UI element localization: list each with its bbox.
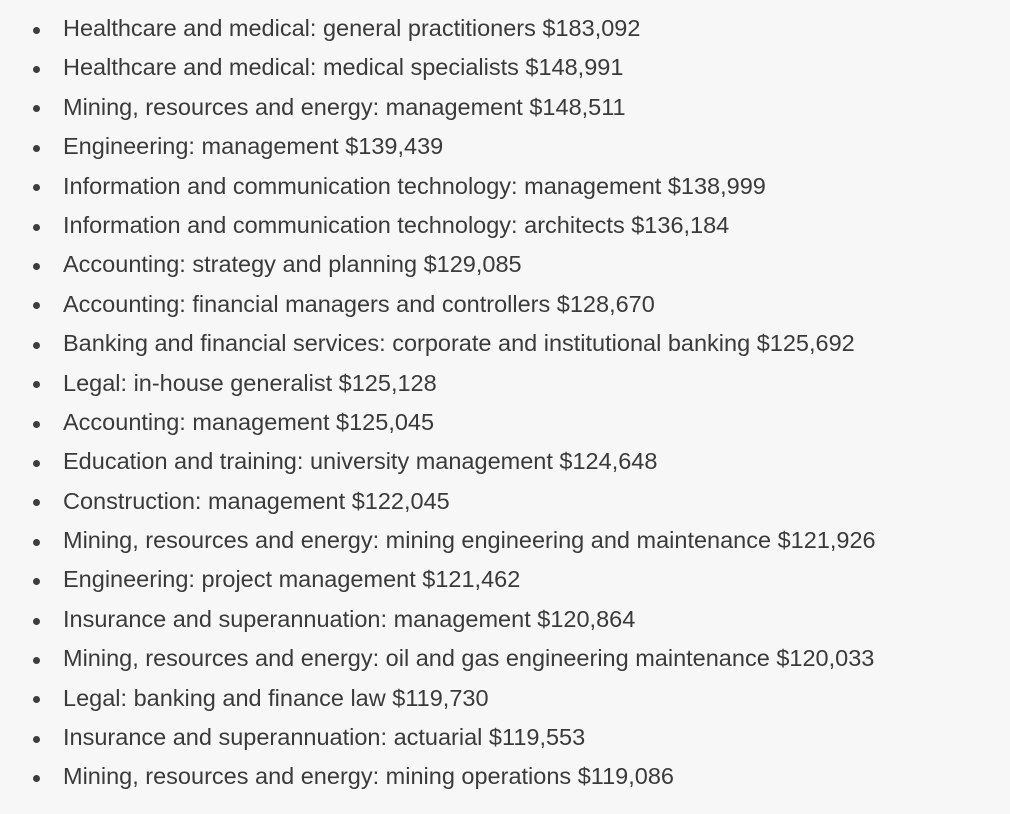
item-role: corporate and institutional banking	[392, 330, 751, 357]
list-item	[0, 364, 1010, 403]
item-role: management	[201, 133, 339, 160]
bullet-icon	[33, 381, 40, 388]
item-role: management	[393, 605, 531, 632]
list-item	[0, 442, 1010, 481]
list-item	[0, 757, 1010, 796]
item-salary: $138,999	[667, 172, 766, 199]
item-salary: $121,462	[422, 566, 521, 593]
item-role: project management	[201, 566, 416, 593]
item-category: Legal:	[63, 369, 128, 396]
item-category: Accounting:	[63, 290, 186, 317]
item-role: management	[192, 408, 330, 435]
bullet-icon	[33, 105, 40, 112]
item-salary: $119,553	[488, 724, 586, 751]
item-role: mining operations	[385, 763, 572, 790]
bullet-icon	[33, 775, 40, 782]
bullet-icon	[33, 263, 40, 270]
item-role: management	[524, 172, 662, 199]
item-category: Legal:	[63, 684, 128, 711]
item-salary: $136,184	[631, 211, 730, 238]
item-salary: $125,128	[338, 369, 437, 396]
list-item	[0, 718, 1010, 757]
list-item	[0, 206, 1010, 245]
item-role: in-house generalist	[133, 369, 333, 396]
bullet-icon	[33, 460, 40, 467]
item-salary: $128,670	[556, 290, 655, 317]
item-role: medical specialists	[322, 54, 519, 81]
list-item	[0, 403, 1010, 442]
item-salary: $125,692	[756, 330, 855, 357]
list-item	[0, 639, 1010, 678]
list-item	[0, 285, 1010, 324]
item-category: Mining, resources and energy:	[63, 93, 380, 120]
item-role: university management	[309, 448, 553, 475]
item-role: financial managers and controllers	[192, 290, 551, 317]
item-category: Insurance and superannuation:	[63, 605, 388, 632]
item-category: Mining, resources and energy:	[63, 645, 380, 672]
list-item	[0, 167, 1010, 206]
item-category: Education and training:	[63, 448, 304, 475]
item-category: Information and communication technology:	[63, 211, 518, 238]
item-role: actuarial	[393, 724, 483, 751]
item-category: Construction:	[63, 487, 202, 514]
item-salary: $122,045	[351, 487, 450, 514]
bullet-icon	[33, 27, 40, 34]
list-item	[0, 521, 1010, 560]
bullet-icon	[33, 539, 40, 546]
item-role: general practitioners	[322, 15, 536, 41]
item-role: banking and finance law	[133, 684, 386, 711]
list-item	[0, 679, 1010, 718]
bullet-icon	[33, 696, 40, 703]
bullet-icon	[33, 66, 40, 73]
item-salary: $129,085	[423, 251, 522, 278]
item-category: Banking and financial services:	[63, 330, 386, 357]
item-category: Accounting:	[63, 408, 186, 435]
item-category: Information and communication technology:	[63, 172, 518, 199]
bullet-icon	[33, 499, 40, 506]
bullet-icon	[33, 657, 40, 664]
bullet-icon	[33, 184, 40, 191]
item-category: Insurance and superannuation:	[63, 724, 388, 751]
list-item	[0, 9, 1010, 48]
item-category: Engineering:	[63, 133, 195, 160]
bullet-icon	[33, 421, 40, 428]
bullet-icon	[33, 578, 40, 585]
bullet-icon	[33, 224, 40, 231]
list-item	[0, 88, 1010, 127]
item-category: Mining, resources and energy:	[63, 527, 380, 554]
item-role: mining engineering and maintenance	[385, 527, 772, 554]
bullet-icon	[33, 618, 40, 625]
item-salary: $139,439	[345, 133, 444, 160]
bullet-icon	[33, 145, 40, 152]
item-salary: $124,648	[559, 448, 658, 475]
item-salary: $121,926	[777, 527, 876, 554]
item-category: Mining, resources and energy:	[63, 763, 380, 790]
list-item	[0, 482, 1010, 521]
item-salary: $148,511	[529, 93, 626, 120]
item-salary: $120,033	[776, 645, 875, 672]
list-item	[0, 48, 1010, 87]
item-category: Healthcare and medical:	[63, 15, 317, 41]
item-salary: $125,045	[336, 408, 435, 435]
item-salary: $148,991	[525, 54, 624, 81]
list-item	[0, 127, 1010, 166]
item-category: Healthcare and medical:	[63, 54, 317, 81]
item-salary: $183,092	[542, 15, 641, 41]
item-salary: $119,730	[392, 684, 489, 711]
item-role: oil and gas engineering maintenance	[385, 645, 770, 672]
item-role: management	[385, 93, 523, 120]
bullet-icon	[33, 736, 40, 743]
item-category: Engineering:	[63, 566, 195, 593]
list-item	[0, 324, 1010, 363]
list-item	[0, 600, 1010, 639]
item-role: architects	[524, 211, 625, 238]
item-salary: $120,864	[537, 605, 636, 632]
item-salary: $119,086	[577, 763, 674, 790]
item-category: Accounting:	[63, 251, 186, 278]
item-role: strategy and planning	[192, 251, 418, 278]
list-item	[0, 560, 1010, 599]
bullet-icon	[33, 342, 40, 349]
item-role: management	[207, 487, 346, 514]
list-item	[0, 245, 1010, 284]
bullet-icon	[33, 302, 40, 309]
